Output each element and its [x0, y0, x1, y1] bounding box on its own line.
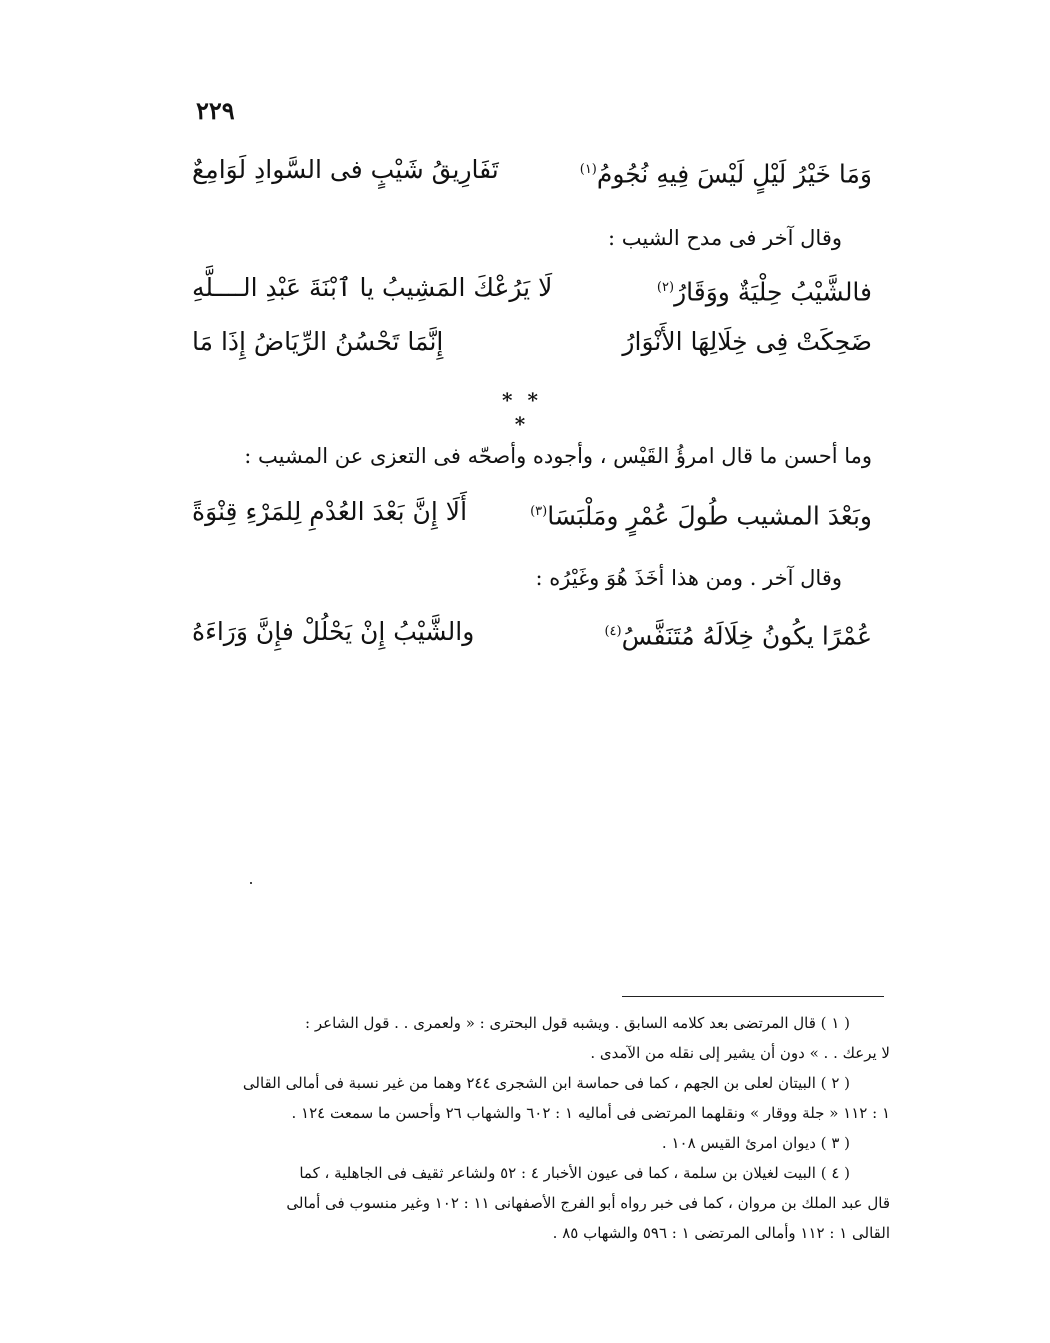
- footnote-line: ( ٣ ) ديوان امرئ القيس ١٠٨ .: [661, 1134, 850, 1152]
- verse-4-first-hemistich: أَلَا إِنَّ بَعْدَ العُدْمِ لِلمَرْءِ قِنْوَةً: [192, 497, 468, 526]
- footnote-line: ( ٢ ) البيتان لعلى بن الجهم ، كما فى حماسة ابن الشجرى ٢٤٤ وهما من غير نسبة فى أمالى القالى: [242, 1074, 850, 1092]
- verse-1-second-text: وَمَا خَيْرُ لَيْلٍ لَيْسَ فِيهِ نُجُومُ: [596, 159, 872, 189]
- verse-1-first-hemistich: تَفَارِيقُ شَيْبٍ فى السَّوادِ لَوَامِعٌ: [192, 155, 499, 184]
- verse-5-first-hemistich: والشَّيْبُ إِنْ يَحْلُلْ فإِنَّ وَرَاءَهُ: [192, 617, 475, 646]
- intro-paragraph-2: وقال آخر فى مدح الشيب :: [608, 226, 842, 250]
- verse-2: [192, 268, 872, 312]
- footnote-ref-1: (١): [579, 162, 597, 177]
- verse-4-second-hemistich: [530, 492, 872, 536]
- intro-paragraph-3: وما أحسن ما قال امرؤُ القَيْس ، وأجوده وأصحّه فى التعزى عن المشيب :: [244, 444, 872, 468]
- footnote-line: القالى ١ : ١١٢ وأمالى المرتضى ١ : ٥٩٦ والشهاب ٨٥ .: [552, 1224, 890, 1242]
- page-number: ٢٢٩: [196, 96, 235, 125]
- footnote-ref-3: (٣): [530, 504, 548, 519]
- footnote-line: قال عبد الملك بن مروان ، كما فى خبر رواه أبو الفرج الأصفهانى ١١ : ١٠٢ وغير منسوب فى أمالى: [286, 1194, 890, 1212]
- footnote-ref-2: (٢): [656, 280, 675, 295]
- verse-5: [192, 612, 872, 656]
- verse-4: [192, 492, 872, 536]
- footnote-line: ( ٤ ) البيت لغيلان بن سلمة ، كما فى عيون الأخبار ٤ : ٥٢ ولشاعر ثقيف فى الجاهلية ، كما: [299, 1164, 850, 1182]
- verse-5-second-hemistich: [604, 612, 872, 656]
- print-speck: [250, 882, 252, 884]
- verse-2-second-text: فالشَّيْبُ حِلْيَةٌ ووَقَارُ: [674, 277, 872, 307]
- footnotes: [160, 1008, 890, 1248]
- verse-5-second-text: عُمْرًا يكُونُ خِلَالَهُ مُتَنَفَّسُ: [621, 621, 872, 651]
- footnote-ref-4: (٤): [604, 624, 622, 639]
- verse-1-second-hemistich: [580, 150, 872, 194]
- intro-paragraph-4: وقال آخر . ومن هذا أخَذَ هُوَ وغَيْرُه :: [535, 566, 842, 590]
- verse-3-second-hemistich: ضَحِكَتْ فِى خِلَالِهَا الأَنْوَارُ: [622, 327, 872, 356]
- verse-4-second-text: وبَعْدَ المشيب طُولَ عُمْرٍ ومَلْبَسَا: [547, 501, 872, 531]
- verse-3-first-hemistich: إِنَّمَا تَحْسُنُ الرِّيَاضُ إِذَا مَا: [192, 327, 444, 356]
- footnote-line: ( ١ ) قال المرتضى بعد كلامه السابق . ويشبه قول البحترى : « ولعمرى . . قول الشاعر :: [305, 1014, 850, 1032]
- footnote-line: لا يرعك . . » دون أن يشير إلى نقله من الآمدى .: [590, 1044, 890, 1062]
- footnote-line: ١ : ١١٢ « جلة ووقار » ونقلهما المرتضى فى أماليه ١ : ٦٠٢ والشهاب ٢٦ وأحسن ما سمعت ١٢٤ .: [291, 1104, 890, 1122]
- footnote-divider: [622, 996, 884, 997]
- verse-2-second-hemistich: [657, 268, 872, 312]
- verse-3: [192, 322, 872, 362]
- verse-1: [192, 150, 872, 194]
- section-separator: * * *: [502, 388, 542, 436]
- verse-2-first-hemistich: لَا يَرُعْكَ المَشِيبُ يا ٱبْنَةَ عَبْدِ الــــلَّهِ: [192, 273, 553, 302]
